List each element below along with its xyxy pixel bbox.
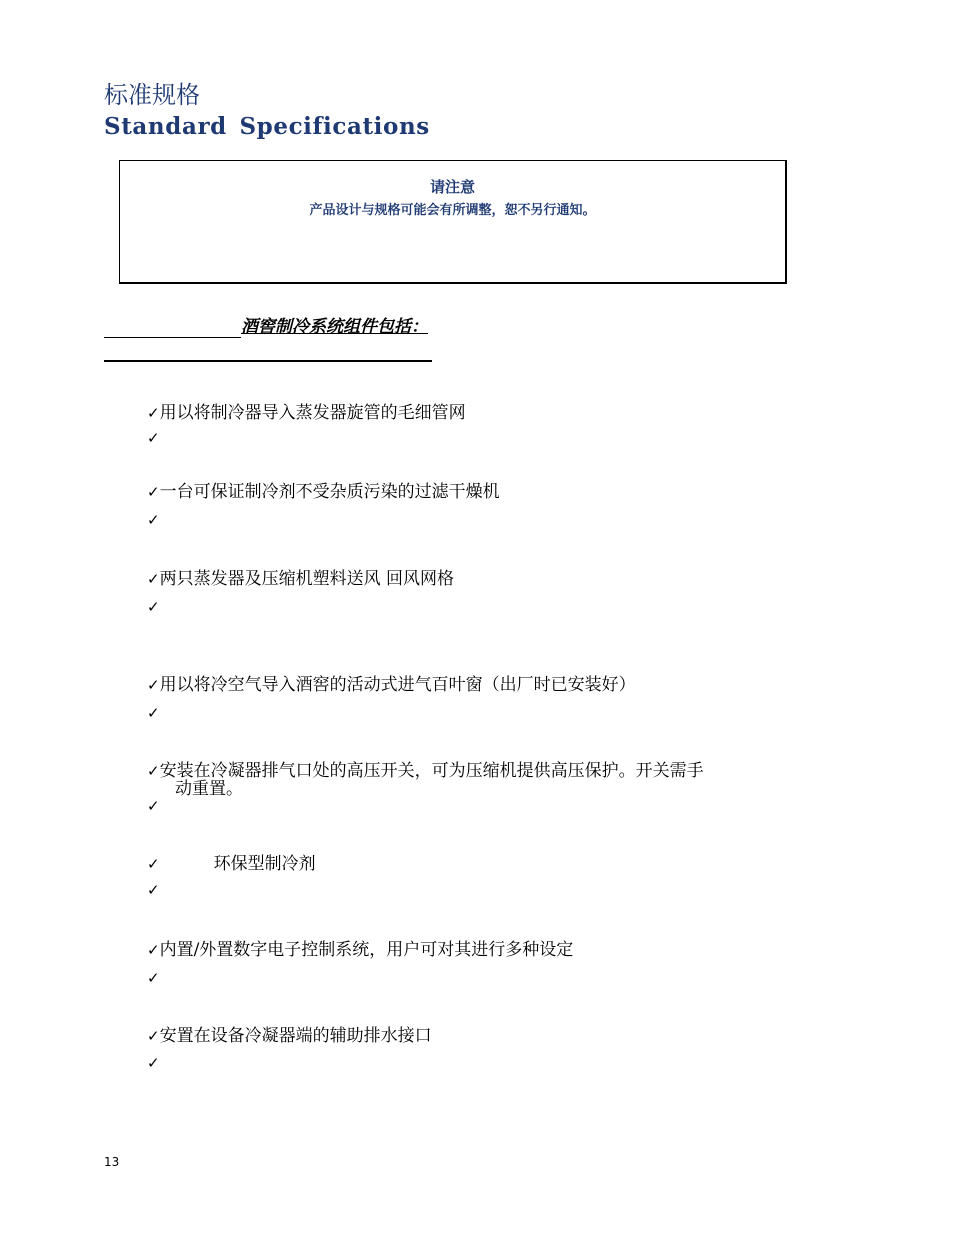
- list-item-text: 用以将冷空气导入酒窖的活动式进气百叶窗（出厂时已安装好）: [159, 675, 636, 695]
- list-item: [147, 854, 316, 874]
- checkmark-icon: ✓: [147, 1027, 160, 1045]
- section-underline-bottom: [104, 360, 432, 362]
- checkmark-icon: ✓: [147, 429, 160, 447]
- checkmark-icon: ✓: [147, 969, 160, 987]
- empty-checkmark-line: [147, 796, 160, 816]
- checkmark-icon: ✓: [147, 404, 160, 422]
- list-item: [147, 403, 466, 423]
- checkmark-icon: ✓: [147, 676, 160, 694]
- list-item-text: 两只蒸发器及压缩机塑料送风 回风网格: [159, 569, 454, 589]
- page-title-english: Standard Specifications: [104, 113, 430, 140]
- list-item: [147, 761, 704, 781]
- checkmark-icon: ✓: [147, 511, 160, 529]
- empty-checkmark-line: [147, 510, 160, 530]
- checkmark-icon: ✓: [147, 704, 160, 722]
- empty-checkmark-line: [147, 597, 160, 617]
- list-item: [147, 482, 500, 502]
- empty-checkmark-line: [147, 1053, 160, 1073]
- empty-checkmark-line: [147, 968, 160, 988]
- list-item-text: 安装在冷凝器排气口处的高压开关，可为压缩机提供高压保护。开关需手: [159, 761, 704, 781]
- checkmark-icon: ✓: [147, 598, 160, 616]
- list-item-text: 安置在设备冷凝器端的辅助排水接口: [159, 1026, 432, 1046]
- list-item-text: 用以将制冷器导入蒸发器旋管的毛细管网: [159, 403, 466, 423]
- checkmark-icon: ✓: [147, 797, 160, 815]
- empty-checkmark-line: [147, 703, 160, 723]
- list-item: [147, 675, 636, 695]
- section-underline-top: [104, 337, 241, 338]
- list-item: [147, 1026, 432, 1046]
- page-title-chinese: 标准规格: [104, 81, 200, 109]
- list-item-text: 内置/外置数字电子控制系统，用户可对其进行多种设定: [159, 940, 574, 960]
- list-item-continuation: 动重置。: [175, 779, 243, 799]
- list-item-text: 环保型制冷剂: [213, 854, 316, 874]
- checkmark-icon: ✓: [147, 570, 160, 588]
- checkmark-icon: ✓: [147, 855, 160, 873]
- empty-checkmark-line: [147, 428, 160, 448]
- section-heading: 酒窖制冷系统组件包括：: [241, 317, 428, 337]
- notice-box: [119, 160, 787, 284]
- checkmark-icon: ✓: [147, 1054, 160, 1072]
- list-item: [147, 940, 573, 960]
- notice-text: 产品设计与规格可能会有所调整，恕不另行通知。: [309, 203, 596, 218]
- checkmark-icon: ✓: [147, 881, 160, 899]
- empty-checkmark-line: [147, 880, 160, 900]
- page-number: 13: [104, 1155, 120, 1169]
- checkmark-icon: ✓: [147, 762, 160, 780]
- checkmark-icon: ✓: [147, 483, 160, 501]
- list-item-text: 一台可保证制冷剂不受杂质污染的过滤干燥机: [159, 482, 500, 502]
- list-item: [147, 569, 454, 589]
- checkmark-icon: ✓: [147, 941, 160, 959]
- notice-title: 请注意: [429, 178, 475, 196]
